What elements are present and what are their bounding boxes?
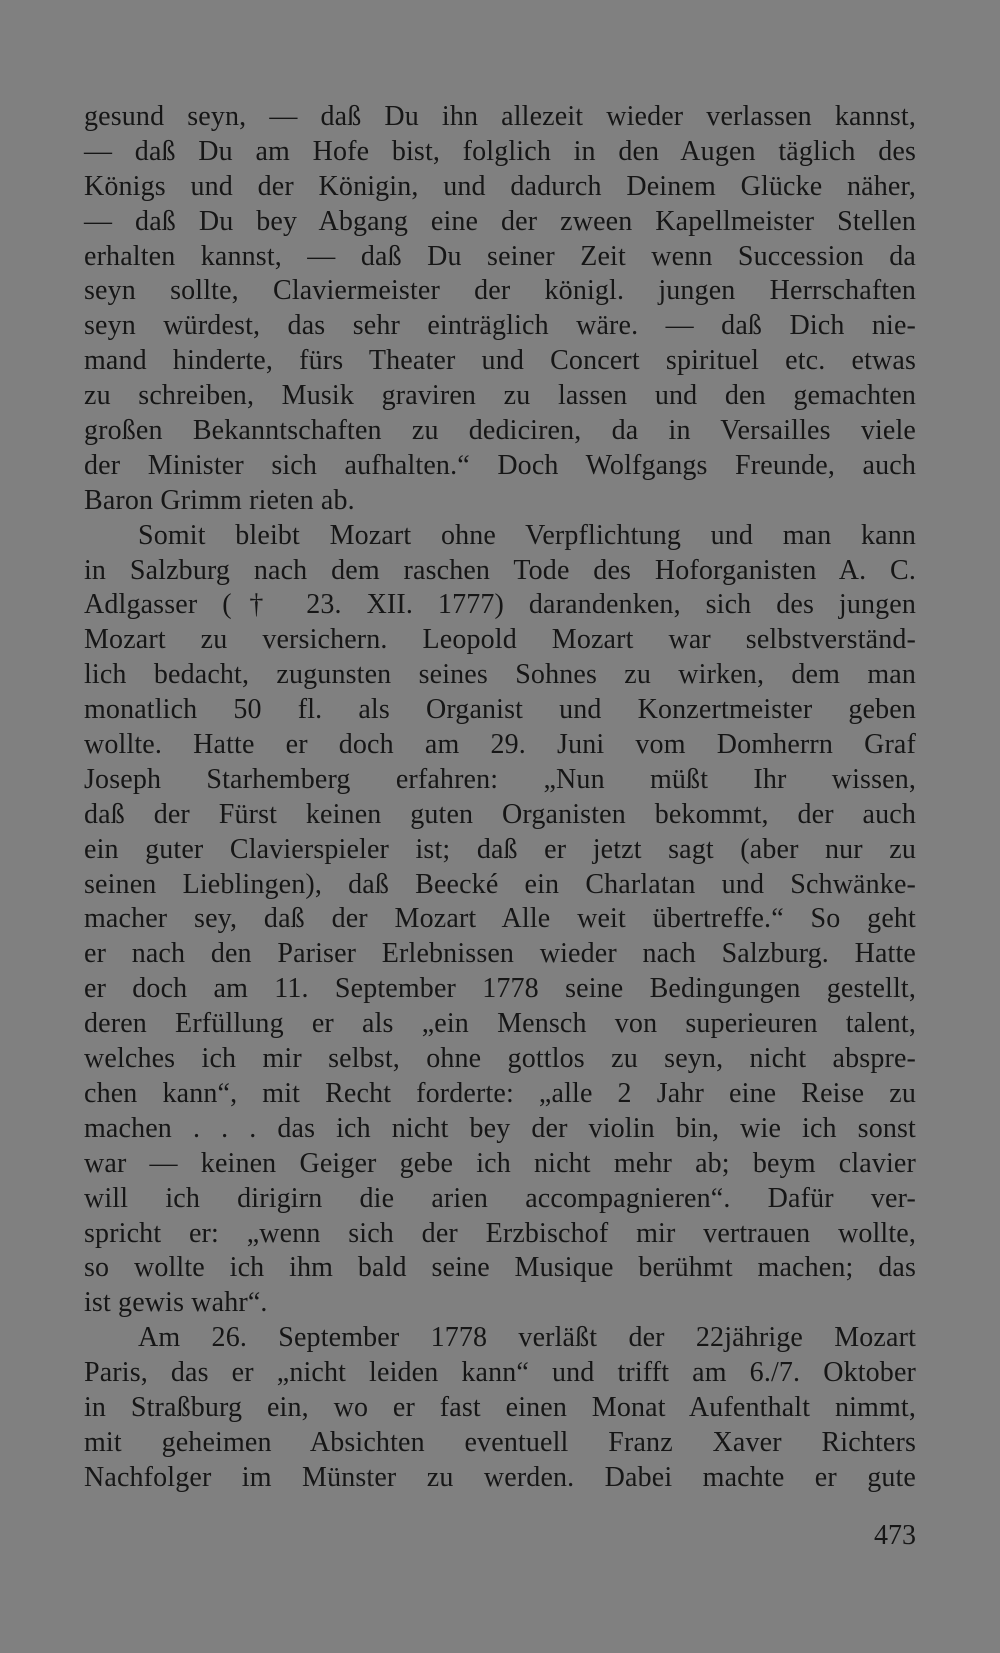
text-line: gesund seyn, — daß Du ihn allezeit wieder verlassen kannst,: [84, 101, 916, 132]
text-line: ein guter Clavierspieler ist; daß er jetzt sagt (aber nur zu: [84, 833, 916, 865]
text-line: in Straßburg ein, wo er fast einen Monat Aufenthalt nimmt,: [84, 1391, 916, 1423]
text-line: mit geheimen Absichten eventuell Franz Xaver Richters: [84, 1426, 916, 1458]
text-line: wollte. Hatte er doch am 29. Juni vom Domherrn Graf: [84, 729, 916, 761]
text-line: Baron Grimm rieten ab.: [84, 484, 355, 516]
text-line: — daß Du am Hofe bist, folglich in den Augen täglich des: [84, 135, 916, 167]
text-line: in Salzburg nach dem raschen Tode des Hoforganisten A. C.: [84, 554, 916, 586]
text-line: war — keinen Geiger gebe ich nicht mehr ab; beym clavier: [84, 1147, 916, 1179]
text-line: deren Erfüllung er als „ein Mensch von superieuren talent,: [84, 1008, 916, 1040]
text-line: zu schreiben, Musik graviren zu lassen und den gemachten: [84, 380, 916, 412]
text-line: so wollte ich ihm bald seine Musique berühmt machen; das: [84, 1252, 916, 1284]
text-line: machen . . . das ich nicht bey der violin bin, wie ich sonst: [84, 1112, 916, 1144]
text-line: seyn würdest, das sehr einträglich wäre. — daß Dich nie-: [84, 310, 916, 342]
text-line: daß der Fürst keinen guten Organisten bekommt, der auch: [84, 798, 916, 830]
text-line: will ich dirigirn die arien accompagnieren“. Dafür ver-: [84, 1182, 916, 1214]
text-line: er nach den Pariser Erlebnissen wieder nach Salzburg. Hatte: [84, 938, 916, 970]
text-line: chen kann“, mit Recht forderte: „alle 2 Jahr eine Reise zu: [84, 1077, 916, 1109]
text-line: Königs und der Königin, und dadurch Deinem Glücke näher,: [84, 170, 916, 202]
text-line: seinen Lieblingen), daß Beecké ein Charlatan und Schwänke-: [84, 868, 916, 900]
text-line: macher sey, daß der Mozart Alle weit übertreffe.“ So geht: [84, 903, 916, 935]
text-line: — daß Du bey Abgang eine der zween Kapellmeister Stellen: [84, 205, 916, 237]
paragraph: [84, 1321, 916, 1495]
text-line: Somit bleibt Mozart ohne Verpflichtung und man kann: [138, 519, 916, 551]
page-number: 473: [874, 1520, 916, 1551]
text-line: Mozart zu versichern. Leopold Mozart war selbstverständ-: [84, 624, 916, 656]
text-line: großen Bekanntschaften zu dediciren, da in Versailles viele: [84, 415, 916, 447]
text-line: ist gewis wahr“.: [84, 1287, 268, 1319]
page-text: [84, 100, 916, 1496]
text-line: Adlgasser († 23. XII. 1777) darandenken, sich des jungen: [84, 589, 916, 621]
text-line: der Minister sich aufhalten.“ Doch Wolfgangs Freunde, auch: [84, 449, 916, 481]
text-line: welches ich mir selbst, ohne gottlos zu seyn, nicht abspre-: [84, 1043, 916, 1075]
text-line: monatlich 50 fl. als Organist und Konzertmeister geben: [84, 694, 916, 726]
text-line: mand hinderte, fürs Theater und Concert spirituel etc. etwas: [84, 345, 916, 377]
text-line: er doch am 11. September 1778 seine Bedingungen gestellt,: [84, 973, 916, 1005]
text-line: erhalten kannst, — daß Du seiner Zeit wenn Succession da: [84, 240, 916, 272]
paragraph: [84, 519, 916, 1321]
text-line: Am 26. September 1778 verläßt der 22jährige Mozart: [138, 1322, 916, 1354]
text-line: Paris, das er „nicht leiden kann“ und trifft am 6./7. Oktober: [84, 1357, 916, 1389]
text-line: seyn sollte, Claviermeister der königl. jungen Herrschaften: [84, 275, 916, 307]
text-line: lich bedacht, zugunsten seines Sohnes zu wirken, dem man: [84, 659, 916, 691]
text-line: spricht er: „wenn sich der Erzbischof mir vertrauen wollte,: [84, 1217, 916, 1249]
text-line: Nachfolger im Münster zu werden. Dabei machte er gute: [84, 1461, 916, 1493]
paragraph: [84, 100, 916, 519]
text-line: Joseph Starhemberg erfahren: „Nun müßt Ihr wissen,: [84, 763, 916, 795]
